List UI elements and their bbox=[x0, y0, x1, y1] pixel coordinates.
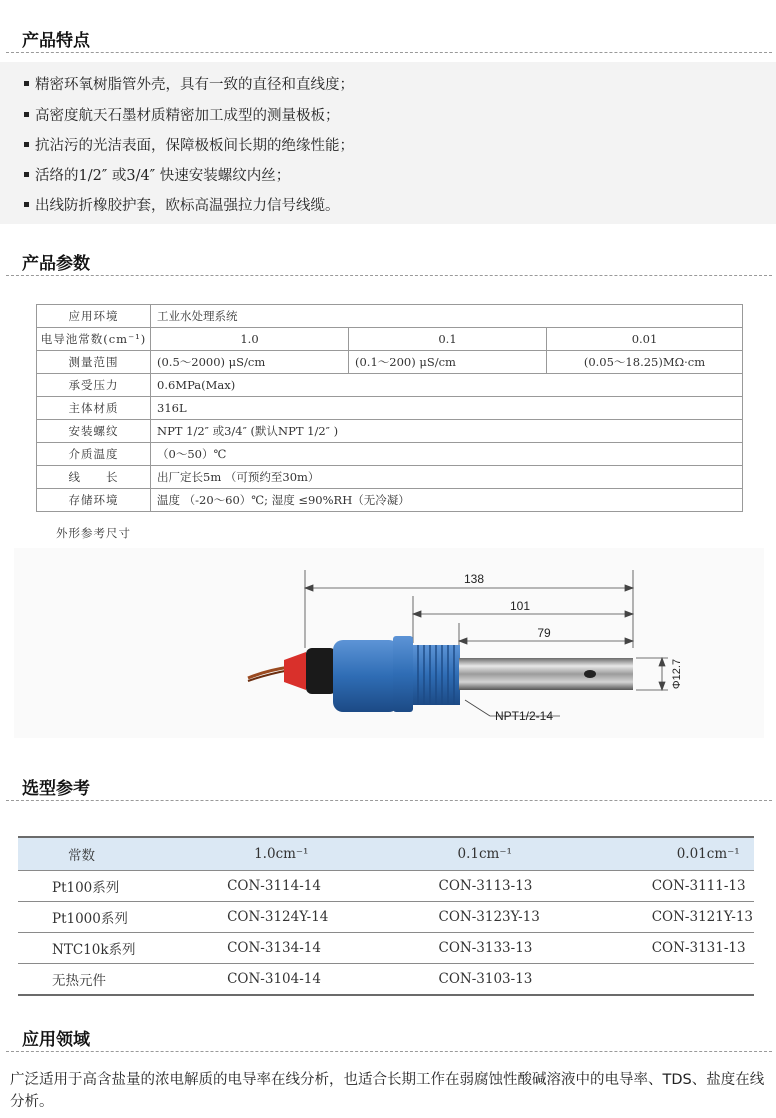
bullet-square-icon bbox=[24, 142, 29, 147]
blue-connector bbox=[333, 640, 399, 712]
application-text: 广泛适用于高含盐量的浓电解质的电导率在线分析，也适合长期工作在弱腐蚀性酸碱溶液中的电导率、TDS、盐度在线分析。 bbox=[10, 1072, 765, 1110]
param-value: 0.1 bbox=[349, 328, 547, 351]
table-cell: CON-3114-14 bbox=[226, 871, 437, 902]
param-value: (0.5～2000) μS/cm bbox=[151, 351, 349, 374]
thread-label: NPT1/2-14 bbox=[495, 709, 554, 723]
electrode-rod bbox=[459, 658, 633, 690]
features-panel bbox=[0, 62, 776, 224]
param-label: 存储环境 bbox=[37, 489, 151, 512]
table-row bbox=[37, 305, 743, 328]
bullet-square-icon bbox=[24, 202, 29, 207]
divider bbox=[6, 800, 772, 801]
column-header: 0.01cm⁻¹ bbox=[651, 837, 754, 871]
column-header: 0.1cm⁻¹ bbox=[438, 837, 651, 871]
table-cell: CON-3104-14 bbox=[226, 964, 437, 996]
param-value: 出厂定长5m （可预约至30m） bbox=[151, 466, 743, 489]
table-cell: CON-3123Y-13 bbox=[438, 902, 651, 933]
vent-hole bbox=[584, 670, 596, 678]
divider bbox=[6, 1051, 772, 1052]
table-cell bbox=[651, 964, 754, 996]
sensor-dimension-drawing bbox=[0, 548, 776, 738]
param-value: (0.1～200) μS/cm bbox=[349, 351, 547, 374]
param-label: 线 长 bbox=[37, 466, 151, 489]
black-nut bbox=[306, 648, 336, 694]
thread-lines bbox=[418, 645, 454, 705]
param-value: 0.01 bbox=[547, 328, 743, 351]
table-cell: Pt100系列 bbox=[18, 871, 226, 902]
table-cell: NTC10k系列 bbox=[18, 933, 226, 964]
feature-item: 抗沾污的光洁表面，保障极板间长期的绝缘性能； bbox=[24, 134, 354, 155]
table-row bbox=[37, 466, 743, 489]
selection-title: 选型参考 bbox=[22, 779, 90, 799]
bullet-square-icon bbox=[24, 112, 29, 117]
table-cell: CON-3113-13 bbox=[438, 871, 651, 902]
features-title: 产品特点 bbox=[22, 31, 90, 51]
bullet-square-icon bbox=[24, 81, 29, 86]
table-row bbox=[37, 489, 743, 512]
param-value: 工业水处理系统 bbox=[151, 305, 743, 328]
divider bbox=[6, 52, 772, 53]
column-header: 1.0cm⁻¹ bbox=[226, 837, 437, 871]
param-label: 安装螺纹 bbox=[37, 420, 151, 443]
table-cell: CON-3133-13 bbox=[438, 933, 651, 964]
feature-item: 精密环氧树脂管外壳，具有一致的直径和直线度； bbox=[24, 73, 354, 94]
cable-boot bbox=[284, 652, 306, 690]
table-cell: CON-3103-13 bbox=[438, 964, 651, 996]
param-value: 0.6MPa(Max) bbox=[151, 374, 743, 397]
table-cell: CON-3134-14 bbox=[226, 933, 437, 964]
dim-label: 79 bbox=[537, 626, 551, 640]
table-row bbox=[18, 964, 754, 996]
column-header: 常数 bbox=[18, 837, 226, 871]
param-value: (0.05～18.25)MΩ·cm bbox=[547, 351, 743, 374]
param-value: 温度 （-20～60）℃; 湿度 ≤90%RH（无冷凝） bbox=[151, 489, 743, 512]
table-cell: CON-3131-13 bbox=[651, 933, 754, 964]
dim-label: 101 bbox=[509, 599, 531, 613]
table-cell: Pt1000系列 bbox=[18, 902, 226, 933]
param-label: 承受压力 bbox=[37, 374, 151, 397]
feature-item: 高密度航天石墨材质精密加工成型的测量极板； bbox=[24, 104, 340, 125]
param-label: 电导池常数(cm⁻¹) bbox=[37, 328, 151, 351]
param-value: 316L bbox=[151, 397, 743, 420]
selection-table bbox=[18, 836, 754, 996]
params-table bbox=[36, 304, 743, 512]
params-title: 产品参数 bbox=[22, 254, 90, 274]
param-label: 主体材质 bbox=[37, 397, 151, 420]
bullet-square-icon bbox=[24, 172, 29, 177]
feature-item: 活络的1/2″ 或3/4″ 快速安装螺纹内丝； bbox=[24, 164, 290, 185]
table-row bbox=[37, 328, 743, 351]
dimension-caption: 外形参考尺寸 bbox=[56, 526, 131, 540]
divider bbox=[6, 275, 772, 276]
param-value: NPT 1/2″ 或3/4″ (默认NPT 1/2″ ) bbox=[151, 420, 743, 443]
table-row bbox=[37, 420, 743, 443]
param-value: 1.0 bbox=[151, 328, 349, 351]
table-row bbox=[37, 397, 743, 420]
table-cell: 无热元件 bbox=[18, 964, 226, 996]
feature-item: 出线防折橡胶护套，欧标高温强拉力信号线缆。 bbox=[24, 194, 340, 215]
table-row bbox=[37, 443, 743, 466]
table-cell: CON-3121Y-13 bbox=[651, 902, 754, 933]
param-label: 介质温度 bbox=[37, 443, 151, 466]
application-title: 应用领域 bbox=[22, 1030, 90, 1050]
table-row bbox=[37, 351, 743, 374]
param-label: 测量范围 bbox=[37, 351, 151, 374]
table-cell: CON-3124Y-14 bbox=[226, 902, 437, 933]
diameter-label: Φ12.7 bbox=[671, 658, 683, 690]
param-label: 应用环境 bbox=[37, 305, 151, 328]
table-row bbox=[18, 871, 754, 902]
table-header-row bbox=[18, 837, 754, 871]
table-cell: CON-3111-13 bbox=[651, 871, 754, 902]
dim-label: 138 bbox=[463, 572, 485, 586]
table-row bbox=[18, 902, 754, 933]
cable bbox=[248, 667, 290, 678]
param-value: （0～50）℃ bbox=[151, 443, 743, 466]
table-row bbox=[37, 374, 743, 397]
table-row bbox=[18, 933, 754, 964]
